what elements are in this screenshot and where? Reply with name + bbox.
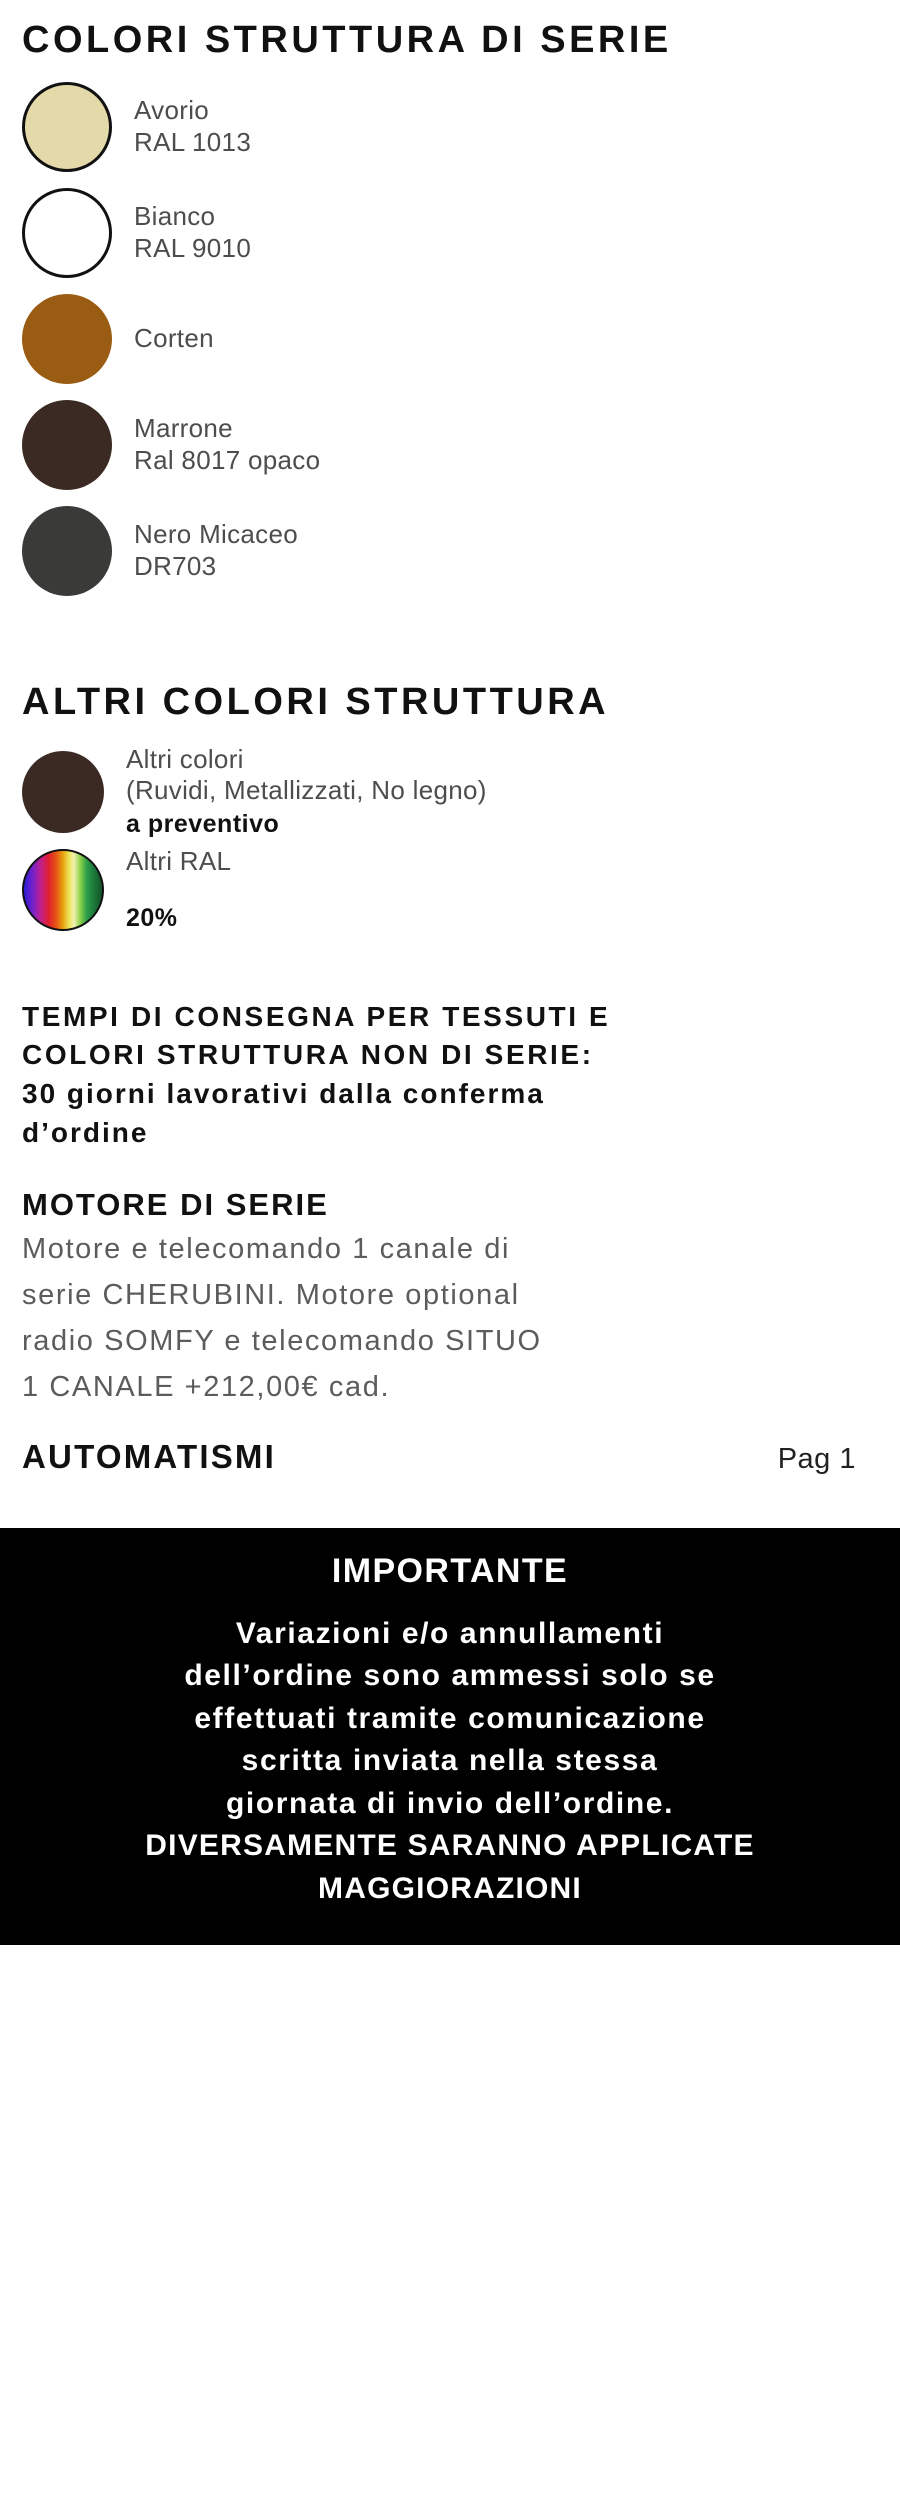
color-text bbox=[126, 846, 231, 934]
important-caps bbox=[20, 1825, 880, 1910]
color-name: Marrone bbox=[134, 413, 233, 444]
important-line: effettuati tramite comunicazione bbox=[194, 1701, 706, 1735]
color-row bbox=[22, 294, 878, 384]
important-title: IMPORTANTE bbox=[331, 1551, 569, 1590]
color-name: Corten bbox=[134, 322, 214, 353]
page-number: Pag 1 bbox=[777, 1442, 856, 1475]
important-line: dell’ordine sono ammessi solo se bbox=[184, 1659, 716, 1693]
color-row bbox=[22, 744, 878, 840]
color-text bbox=[134, 323, 214, 355]
color-code: (Ruvidi, Metallizzati, No legno) bbox=[126, 775, 487, 806]
important-caps-line: DIVERSAMENTE SARANNO bbox=[145, 1829, 568, 1863]
motor-section bbox=[0, 1152, 900, 1407]
color-name: Avorio bbox=[134, 95, 210, 126]
color-name: Altri RAL bbox=[126, 845, 232, 876]
color-name: Bianco bbox=[134, 201, 216, 232]
color-swatch-altri-colori bbox=[22, 751, 104, 833]
color-row bbox=[22, 82, 878, 172]
important-line: scritta inviata nella stessa bbox=[241, 1744, 659, 1778]
footer-row bbox=[0, 1408, 900, 1476]
color-row bbox=[22, 400, 878, 490]
color-swatch-avorio bbox=[22, 82, 112, 172]
motor-body-line3: radio SOMFY e telecomando SITUO bbox=[22, 1325, 542, 1358]
important-caps-line: APPLICATE MAGGIORAZIONI bbox=[318, 1829, 755, 1906]
color-swatch-nero-micaceo bbox=[22, 506, 112, 596]
important-line: giornata di invio dell’ordine. bbox=[225, 1786, 675, 1820]
color-note: 20% bbox=[126, 904, 178, 933]
color-row bbox=[22, 846, 878, 934]
delivery-heading-line1: TEMPI DI CONSEGNA PER TESSUTI E bbox=[22, 1000, 611, 1032]
color-code: RAL 9010 bbox=[134, 232, 252, 263]
color-text bbox=[134, 201, 251, 264]
color-name: Altri colori bbox=[126, 743, 244, 774]
motor-title: MOTORE DI SERIE bbox=[22, 1187, 329, 1223]
important-notice-box bbox=[0, 1528, 900, 1945]
delivery-body-line2: d’ordine bbox=[22, 1116, 149, 1148]
color-code: RAL 1013 bbox=[134, 126, 252, 157]
series-colors-list bbox=[22, 82, 878, 596]
color-row bbox=[22, 506, 878, 596]
color-name: Nero Micaceo bbox=[134, 519, 298, 550]
color-text bbox=[126, 744, 487, 840]
footer-section-title: AUTOMATISMI bbox=[22, 1437, 276, 1475]
color-code: Ral 8017 opaco bbox=[134, 444, 321, 475]
color-swatch-altri-ral bbox=[22, 849, 104, 931]
color-row bbox=[22, 188, 878, 278]
color-swatch-bianco bbox=[22, 188, 112, 278]
important-line: Variazioni e/o annullamenti bbox=[235, 1616, 665, 1650]
important-body bbox=[20, 1613, 880, 1826]
color-text bbox=[134, 413, 320, 476]
series-colors-title: COLORI STRUTTURA DI SERIE bbox=[22, 19, 672, 61]
other-colors-list bbox=[22, 744, 878, 934]
other-colors-title: ALTRI COLORI STRUTTURA bbox=[22, 680, 610, 723]
motor-body-line4: 1 CANALE +212,00€ cad. bbox=[22, 1371, 391, 1404]
motor-body-line2: serie CHERUBINI. Motore optional bbox=[22, 1279, 520, 1312]
color-text bbox=[134, 519, 298, 582]
delivery-body-line1: 30 giorni lavorativi dalla conferma bbox=[22, 1078, 545, 1109]
color-text bbox=[134, 95, 251, 158]
delivery-heading-line2: COLORI STRUTTURA NON DI SERIE: bbox=[22, 1039, 594, 1071]
other-colors-section bbox=[0, 612, 900, 934]
series-colors-section bbox=[0, 0, 900, 596]
color-note: a preventivo bbox=[126, 810, 280, 839]
delivery-times-section bbox=[0, 940, 900, 1153]
color-swatch-corten bbox=[22, 294, 112, 384]
color-swatch-marrone bbox=[22, 400, 112, 490]
color-code: DR703 bbox=[134, 550, 217, 581]
motor-body-line1: Motore e telecomando 1 canale di bbox=[22, 1233, 511, 1266]
